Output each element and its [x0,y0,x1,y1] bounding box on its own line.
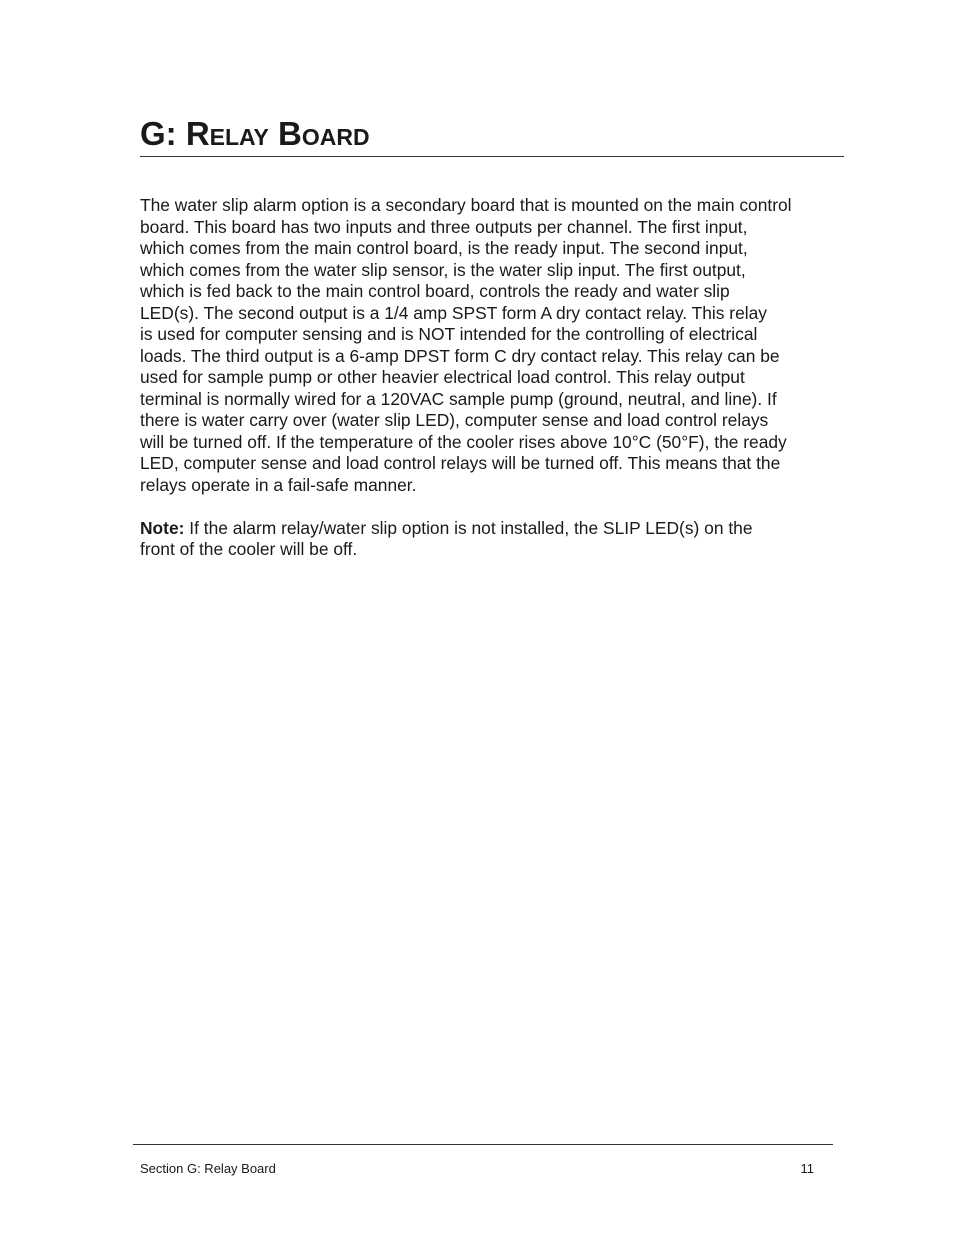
paragraph-line: there is water carry over (water slip LED), computer sense and load control relays [140,410,769,430]
paragraph-line: is used for computer sensing and is NOT intended for the controlling of electrical [140,324,758,344]
paragraph-line: used for sample pump or other heavier electrical load control. This relay output [140,367,745,387]
note-line [140,518,846,540]
footer-section-label: Section G: Relay Board [140,1161,276,1176]
main-paragraph [140,195,846,496]
page-title: G: Relay Board [140,115,370,152]
note-text: If the alarm relay/water slip option is not installed, the SLIP LED(s) on the [184,517,753,538]
note-line: front of the cooler will be off. [140,539,358,559]
paragraph-line: loads. The third output is a 6-amp DPST form C dry contact relay. This relay can be [140,345,780,366]
title-divider [140,156,844,157]
page-number: 11 [800,1161,814,1176]
paragraph-line: board. This board has two inputs and three outputs per channel. The first input, [140,216,748,237]
paragraph-line: which comes from the water slip sensor, is the water slip input. The first output, [140,259,746,280]
paragraph-line: which comes from the main control board, is the ready input. The second input, [140,238,748,258]
note-label: Note: [140,517,185,538]
paragraph-line: terminal is normally wired for a 120VAC sample pump (ground, neutral, and line). If [140,388,777,409]
paragraph-line: will be turned off. If the temperature of the cooler rises above 10°C (50°F), the ready [140,431,787,452]
body-content [140,195,846,561]
paragraph-line: LED, computer sense and load control relays will be turned off. This means that the [140,453,781,473]
paragraph-line: which is fed back to the main control board, controls the ready and water slip [140,281,730,301]
paragraph-line: LED(s). The second output is a 1/4 amp SPST form A dry contact relay. This relay [140,302,767,323]
footer-divider [133,1144,833,1145]
note-paragraph [140,518,846,561]
paragraph-line: relays operate in a fail-safe manner. [140,474,417,495]
paragraph-line: The water slip alarm option is a secondary board that is mounted on the main control [140,195,792,215]
